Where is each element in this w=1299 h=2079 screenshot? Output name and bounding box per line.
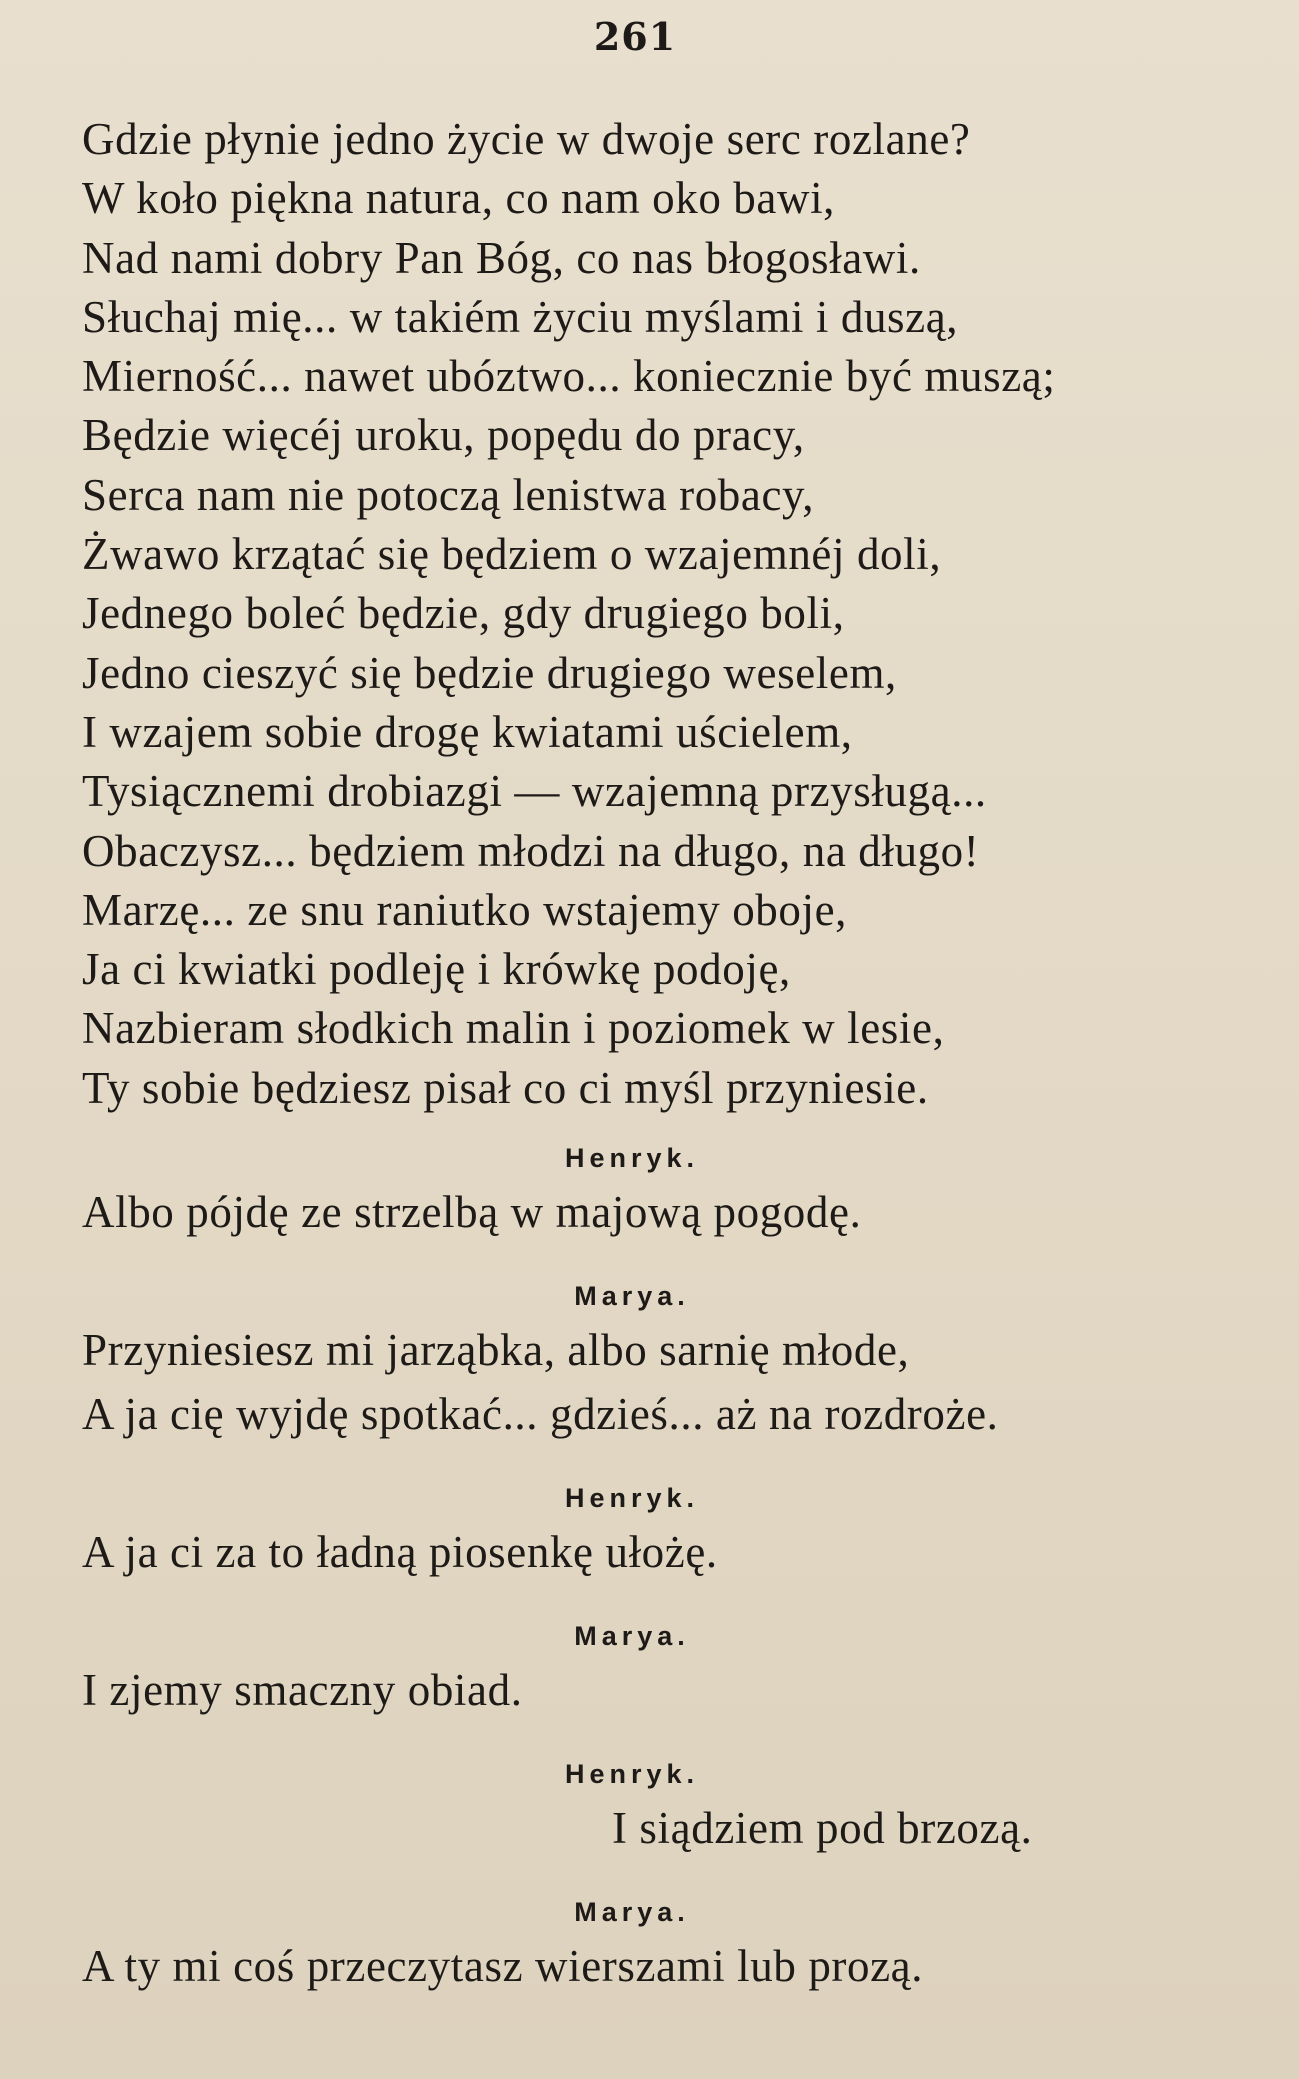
verse-line: Słuchaj mię... w takiém życiu myślami i duszą, [82, 291, 959, 342]
verse-line: Żwawo krzątać się będziem o wzajemnéj doli, [82, 529, 942, 580]
verse-line: Marzę... ze snu raniutko wstajemy oboje, [82, 884, 848, 935]
verse-line: Tysiącznemi drobiazgi — wzajemną przysługą... [82, 766, 987, 817]
verse-line: Mierność... nawet ubóztwo... koniecznie być muszą; [82, 351, 1056, 402]
verse-line: Ty sobie będziesz pisał co ci myśl przyniesie. [82, 1062, 929, 1113]
verse-line: Będzie więcéj uroku, popędu do pracy, [82, 410, 805, 461]
verse-line: Gdzie płynie jedno życie w dwoje serc rozlane? [82, 114, 971, 164]
speaker-name: Marya. [574, 1621, 690, 1651]
speaker-name: Marya. [574, 1281, 690, 1311]
speaker-name: Henryk. [564, 1759, 700, 1789]
verse-block [82, 110, 1262, 1118]
dialogue-line: I siądziem pod brzozą. [612, 1803, 1033, 1853]
verse-line: Obaczysz... będziem młodzi na długo, na długo! [82, 825, 980, 876]
dialogue-line: A ja cię wyjdę spotkać... gdzieś... aż na rozdroże. [82, 1389, 999, 1439]
verse-line: Ja ci kwiatki podleję i krówkę podoję, [82, 944, 791, 995]
speaker-name: Henryk. [564, 1143, 700, 1173]
verse-line: Serca nam nie potoczą lenistwa robacy, [82, 469, 815, 520]
verse-line: Jednego boleć będzie, gdy drugiego boli, [82, 588, 845, 639]
verse-line: Nad nami dobry Pan Bóg, co nas błogosławi. [82, 232, 921, 283]
dialogue-line: I zjemy smaczny obiad. [82, 1665, 523, 1715]
dialogue-line: Albo pójdę ze strzelbą w majową pogodę. [82, 1187, 862, 1237]
dialogue-line: Przyniesiesz mi jarząbka, albo sarnię młode, [82, 1325, 910, 1375]
dialogue-block [82, 1136, 1262, 1998]
verse-line: Jedno cieszyć się będzie drugiego weselem, [82, 647, 897, 698]
verse-line: I wzajem sobie drogę kwiatami uścielem, [82, 706, 853, 757]
page-number: 261 [593, 14, 677, 59]
verse-line: W koło piękna natura, co nam oko bawi, [82, 173, 836, 224]
speaker-name: Henryk. [564, 1483, 700, 1513]
verse-line: Nazbieram słodkich malin i poziomek w lesie, [82, 1003, 945, 1054]
dialogue-line: A ja ci za to ładną piosenkę ułożę. [82, 1527, 718, 1577]
dialogue-line: A ty mi coś przeczytasz wierszami lub prozą. [82, 1941, 924, 1991]
speaker-name: Marya. [574, 1897, 690, 1927]
